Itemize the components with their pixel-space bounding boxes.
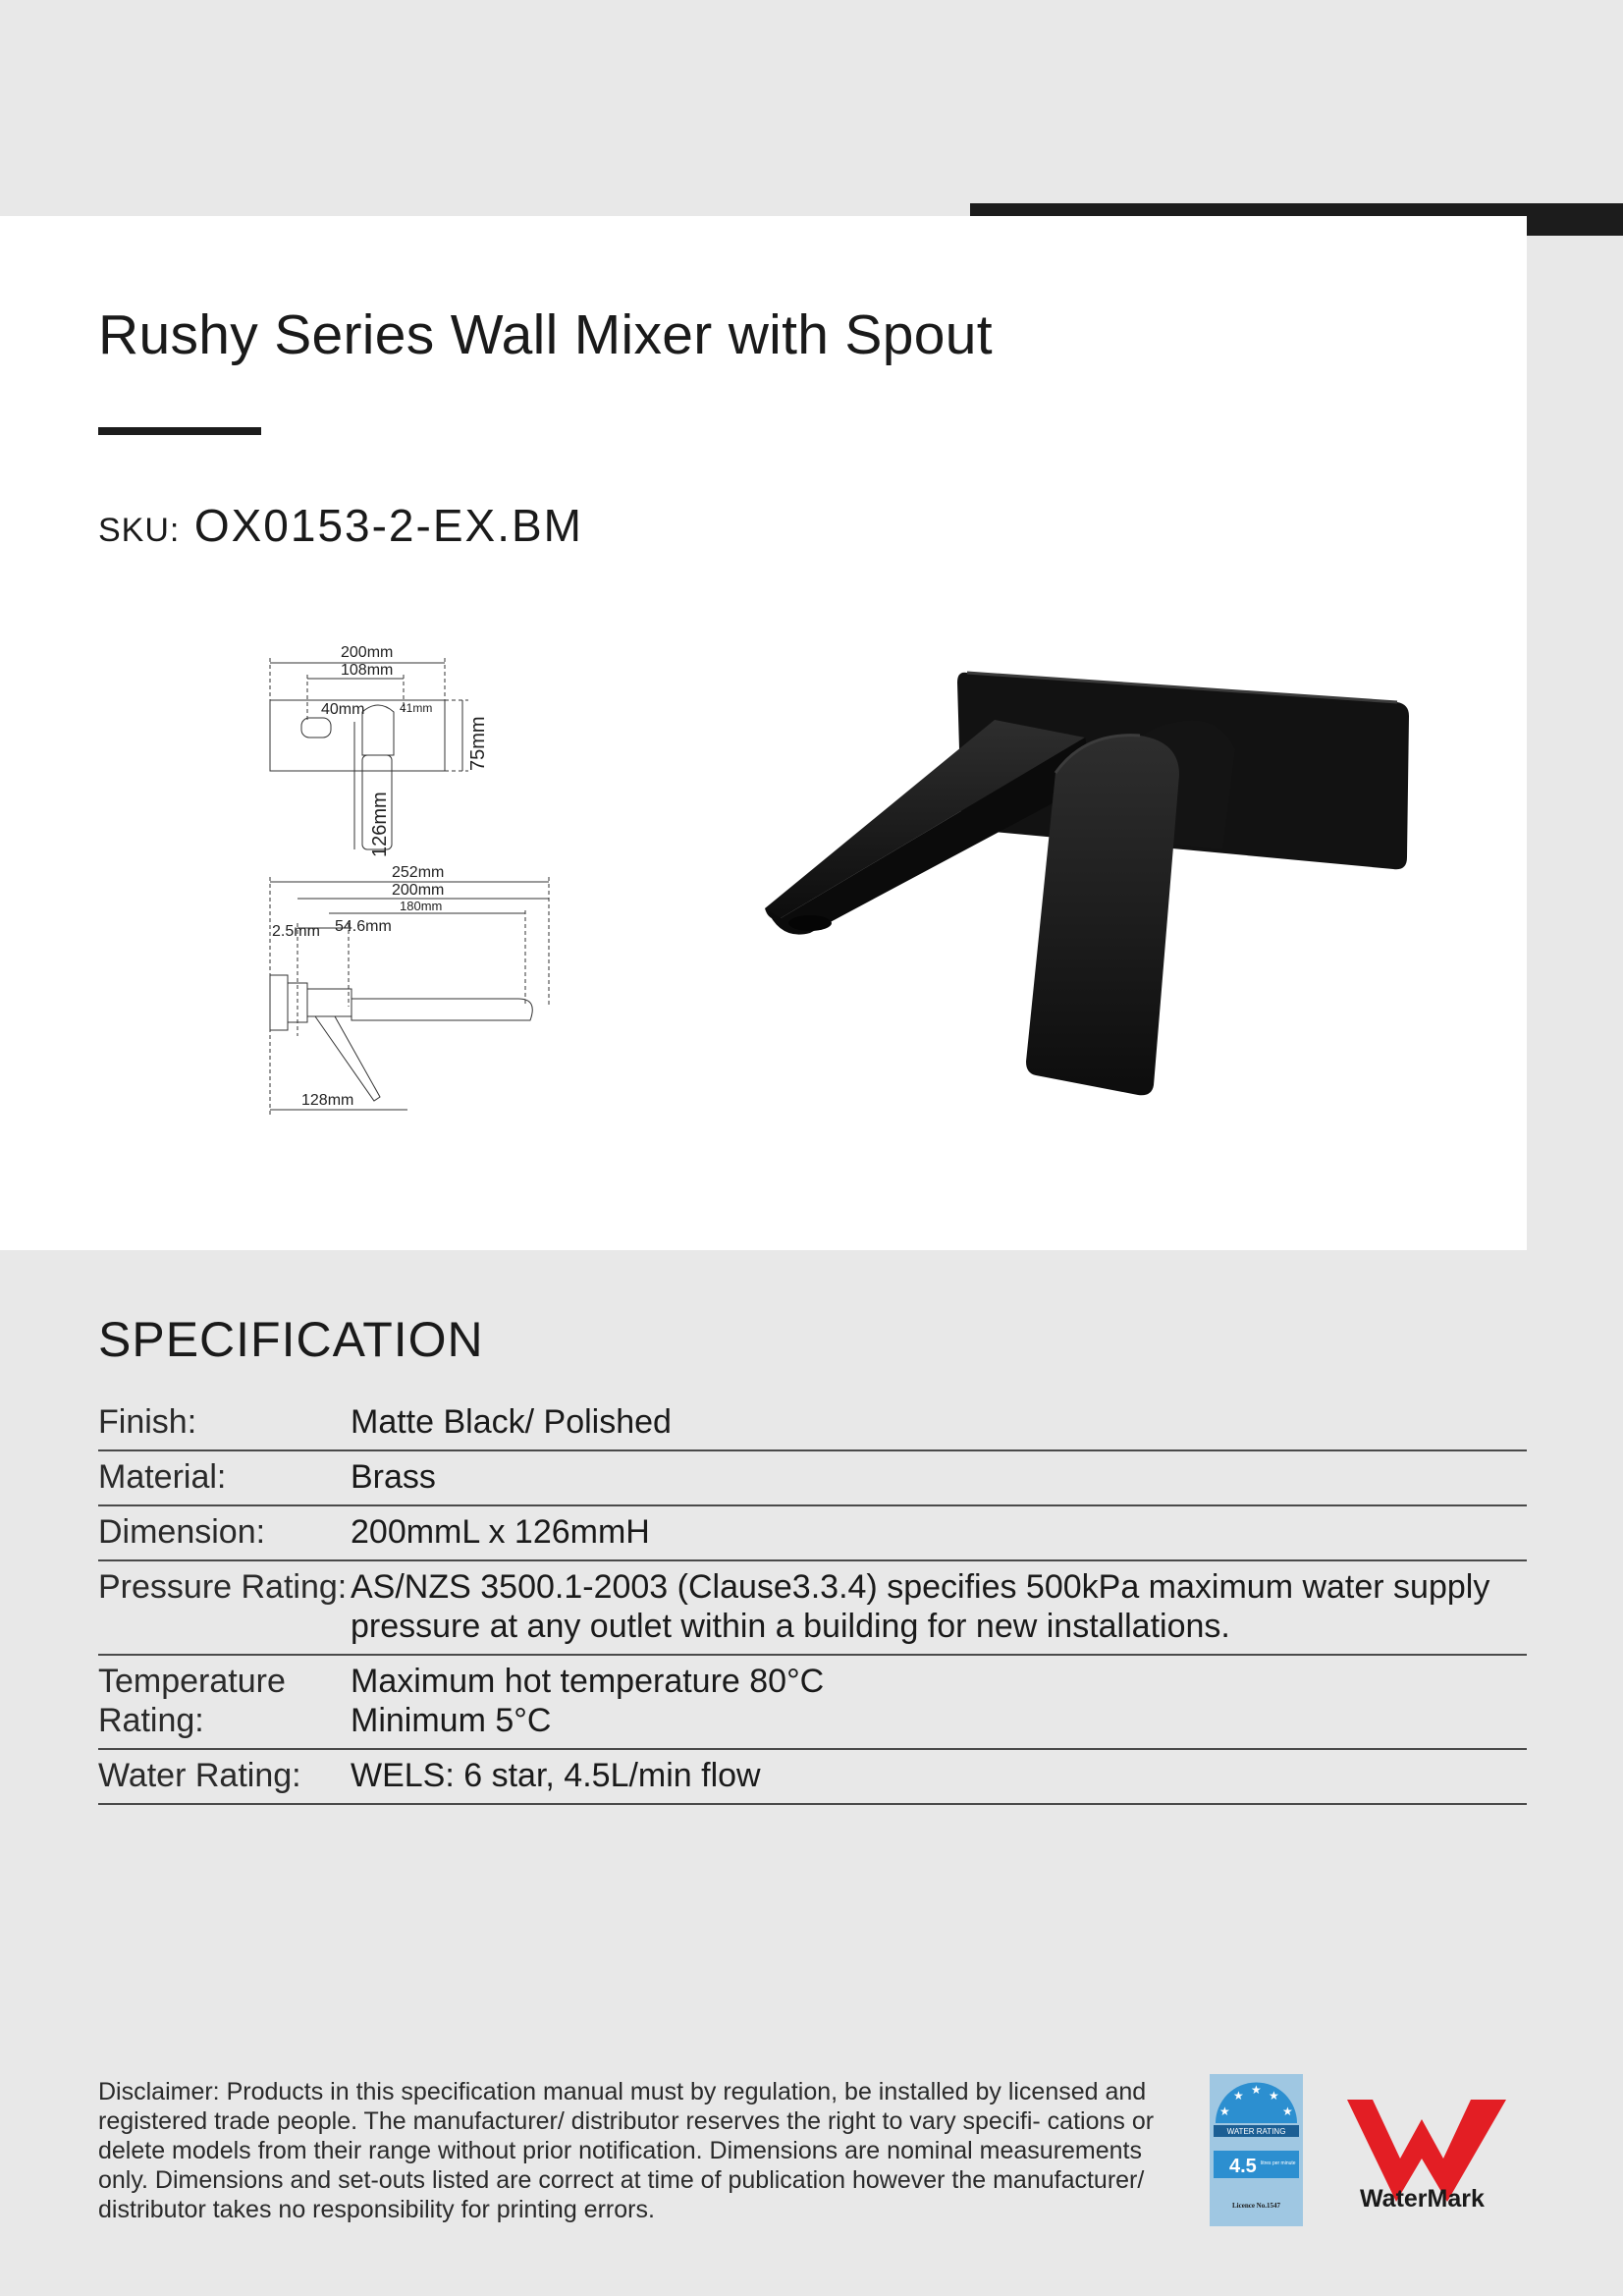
dim-label: 128mm	[301, 1092, 354, 1109]
dim-label: 108mm	[341, 662, 394, 679]
badge-value: 4.5	[1229, 2156, 1257, 2177]
spec-value: Matte Black/ Polished	[351, 1403, 672, 1441]
spec-value: AS/NZS 3500.1-2003 (Clause3.3.4) specifies 500kPa maximum water supply pressure at any outlet within a building for new installations.	[351, 1568, 1490, 1645]
svg-text:★: ★	[1282, 2105, 1293, 2118]
watermark-label: WaterMark	[1360, 2185, 1485, 2213]
spec-row	[98, 1750, 1527, 1805]
spec-value: WELS: 6 star, 4.5L/min flow	[351, 1757, 761, 1794]
spec-label: Temperature Rating:	[98, 1663, 286, 1739]
dim-label: 41mm	[400, 701, 433, 715]
spec-label: Pressure Rating:	[98, 1568, 348, 1606]
spec-row	[98, 1396, 1527, 1451]
dim-label: 2.5mm	[272, 923, 320, 940]
specification-heading: SPECIFICATION	[98, 1312, 484, 1367]
specification-table	[98, 1396, 1527, 1805]
spec-value: Maximum hot temperature 80°C Minimum 5°C	[351, 1663, 825, 1739]
sku-value: OX0153-2-EX.BM	[193, 500, 583, 551]
svg-text:★: ★	[1219, 2105, 1230, 2118]
title-underline	[98, 427, 261, 435]
sku-label: SKU:	[98, 512, 181, 549]
spec-label: Material:	[98, 1458, 227, 1496]
dimension-drawing	[260, 633, 565, 1124]
dim-label: 200mm	[341, 644, 394, 661]
product-image	[741, 653, 1414, 1115]
spec-label: Water Rating:	[98, 1757, 301, 1794]
spec-row	[98, 1451, 1527, 1506]
sku-line	[98, 499, 583, 552]
top-band	[0, 0, 1623, 216]
disclaimer-text: Disclaimer: Products in this specification manual must by regulation, be installed by licensed and registered trade people. The manufacturer/ distributor reserves the right to vary specifi- cations or delete models from their range without prior notification. Dimensions are nominal measurements only. Dimensions and set-outs listed are correct at time of publication however the manufacturer/ distributor takes no responsibility for printing errors.	[98, 2078, 1155, 2223]
dim-label: 180mm	[400, 899, 443, 913]
dim-label: 252mm	[392, 864, 445, 881]
svg-text:★: ★	[1233, 2089, 1244, 2103]
svg-text:★: ★	[1251, 2083, 1262, 2097]
badge-licence: Licence No.1547	[1232, 2202, 1280, 2210]
dim-label: 200mm	[392, 882, 445, 899]
svg-text:★: ★	[1269, 2089, 1279, 2103]
water-rating-badge	[1210, 2074, 1303, 2226]
spec-label: Finish:	[98, 1403, 197, 1441]
spec-value: Brass	[351, 1458, 436, 1496]
product-title: Rushy Series Wall Mixer with Spout	[98, 303, 993, 366]
spec-value: 200mmL x 126mmH	[351, 1513, 650, 1551]
spec-row	[98, 1506, 1527, 1561]
dim-label: 40mm	[321, 701, 365, 718]
badge-unit: litres per minute	[1261, 2160, 1296, 2166]
spec-row	[98, 1561, 1527, 1656]
badge-heading: WATER RATING	[1226, 2127, 1286, 2136]
dim-label: 75mm	[467, 716, 489, 771]
dim-label: 54.6mm	[335, 918, 392, 935]
spec-row	[98, 1656, 1527, 1750]
dim-label: 126mm	[369, 792, 391, 857]
spec-label: Dimension:	[98, 1513, 266, 1551]
